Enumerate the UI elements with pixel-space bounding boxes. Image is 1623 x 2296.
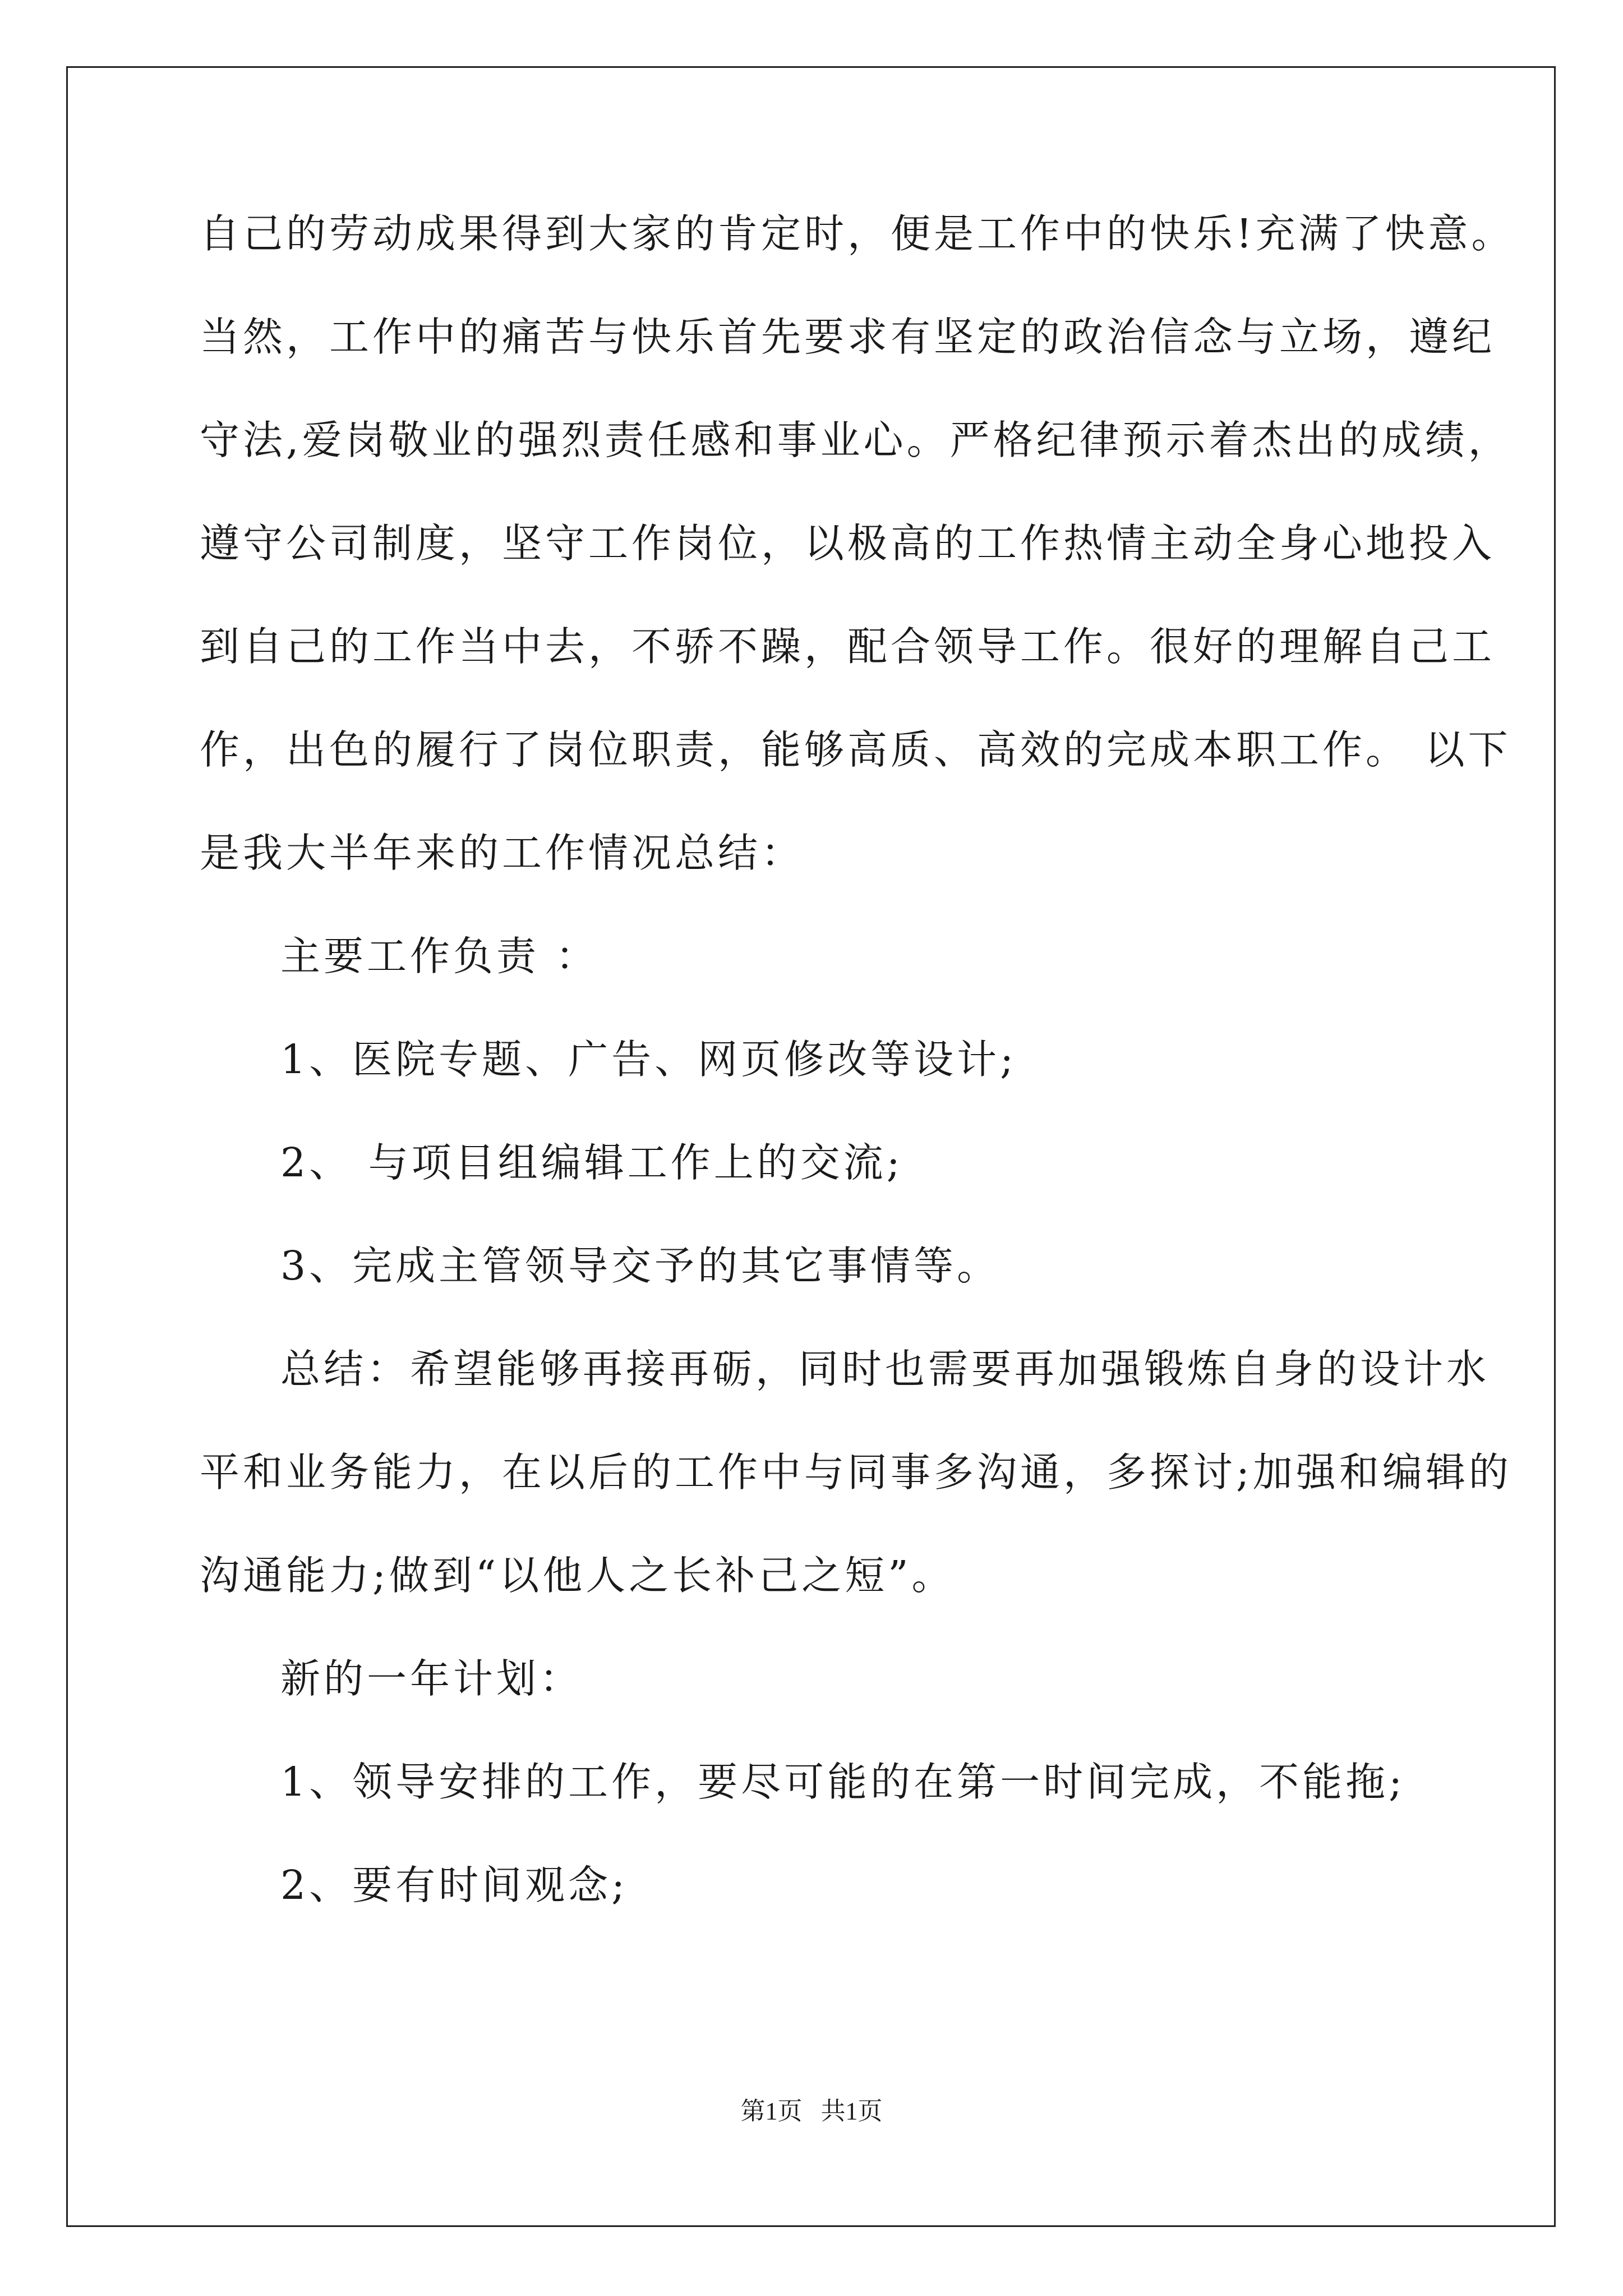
text-line: 沟通能力;做到“以他人之长补己之短”。 [200, 1552, 955, 1599]
section-heading: 主要工作负责 ： [280, 933, 599, 979]
list-item: 3、完成主管领导交予的其它事情等。 [280, 1243, 1000, 1289]
list-item: 1、领导安排的工作，要尽可能的在第一时间完成，不能拖; [280, 1759, 1406, 1805]
text-line: 自己的劳动成果得到大家的肯定时，便是工作中的快乐!充满了快意。 [200, 210, 1515, 257]
text-line: 当然，工作中的痛苦与快乐首先要求有坚定的政治信念与立场，遵纪 [200, 314, 1496, 360]
list-item: 2、 与项目组编辑工作上的交流; [280, 1139, 903, 1186]
text-line: 作，出色的履行了岗位职责，能够高质、高效的完成本职工作。 以下 [200, 726, 1511, 773]
list-item: 1、医院专题、广告、网页修改等设计; [280, 1036, 1017, 1083]
text-line: 守法,爱岗敬业的强烈责任感和事业心。严格纪律预示着杰出的成绩， [200, 417, 1511, 463]
text-line: 遵守公司制度，坚守工作岗位，以极高的工作热情主动全身心地投入 [200, 520, 1496, 567]
text-line: 到自己的工作当中去，不骄不躁，配合领导工作。很好的理解自己工 [200, 623, 1496, 670]
list-item: 2、要有时间观念; [280, 1862, 629, 1908]
page-number-footer: 第1页 共1页 [740, 2097, 883, 2125]
text-line: 总结：希望能够再接再砺，同时也需要再加强锻炼自身的设计水 [280, 1346, 1490, 1392]
text-line: 平和业务能力，在以后的工作中与同事多沟通，多探讨;加强和编辑的 [200, 1449, 1512, 1496]
section-heading: 新的一年计划： [280, 1655, 583, 1702]
text-line: 是我大半年来的工作情况总结： [200, 830, 805, 876]
